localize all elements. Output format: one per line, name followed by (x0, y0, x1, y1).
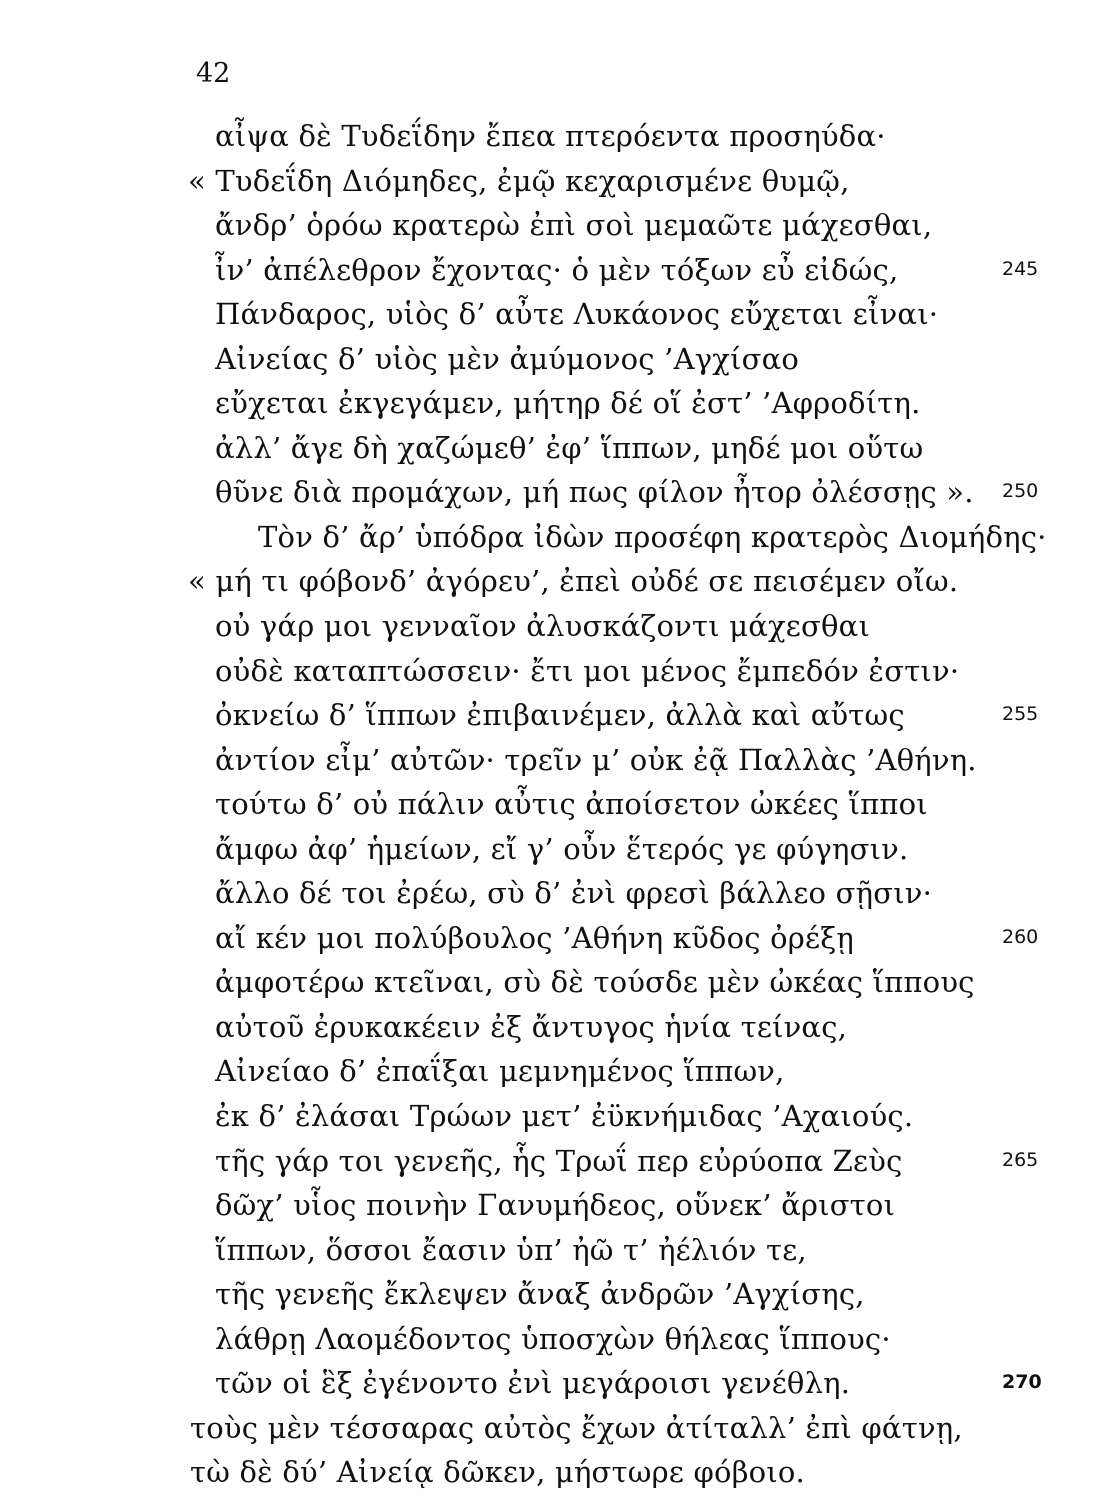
verse-line (0, 738, 1112, 783)
verse-line (0, 337, 1112, 382)
verse-text: ἶν’ ἀπέλεθρον ἔχοντας· ὁ μὲν τόξων εὖ εἰδώς, (215, 252, 899, 287)
verse-text: αἶψα δὲ Τυδεΐδην ἔπεα πτερόεντα προσηύδα· (215, 119, 886, 153)
line-number: 245 (1002, 257, 1039, 280)
verse-text: ἀντίον εἶμ’ αὐτῶν· τρεῖν μ’ οὐκ ἐᾷ Παλλὰς ’Αθήνη. (215, 742, 977, 777)
line-number: 250 (1002, 480, 1039, 503)
verse-line (0, 1450, 1112, 1495)
verse-line (0, 1317, 1112, 1362)
verse-line (0, 1406, 1112, 1451)
page-number: 42 (196, 58, 231, 89)
verse-text: ἀμφοτέρω κτεῖναι, σὺ δὲ τούσδε μὲν ὠκέας ἵππους (215, 965, 975, 1000)
verse-text: Αἰνείαο δ’ ἐπαΐξαι μεμνημένος ἵππων, (215, 1054, 785, 1089)
verse-line (0, 203, 1112, 248)
verse-line (0, 381, 1112, 426)
verse-line (0, 159, 1112, 204)
verse-line (0, 248, 1112, 293)
verse-text: τῆς γενεῆς ἔκλεψεν ἄναξ ἀνδρῶν ’Αγχίσης, (215, 1277, 865, 1312)
verse-line (0, 960, 1112, 1005)
line-number: 270 (1002, 1371, 1042, 1394)
verse-text: Πάνδαρος, υἱὸς δ’ αὖτε Λυκάονος εὔχεται εἶναι· (215, 297, 939, 332)
verse-line (0, 604, 1112, 649)
verse-text: ἐκ δ’ ἐλάσαι Τρώων μετ’ ἐϋκνήμιδας ’Αχαιούς. (215, 1099, 914, 1134)
verse-line (0, 1228, 1112, 1273)
verse-text: « Τυδεΐδη Διόμηδες, ἐμῷ κεχαρισμένε θυμῷ, (188, 163, 850, 198)
verse-text: θῦνε διὰ προμάχων, μή πως φίλον ἦτορ ὀλέσσῃς ». (215, 475, 974, 510)
verse-text: οὐ γάρ μοι γενναῖον ἀλυσκάζοντι μάχεσθαι (215, 609, 871, 644)
verse-text: « μή τι φόβονδ’ ἀγόρευ’, ἐπεὶ οὐδέ σε πεισέμεν οἴω. (188, 564, 959, 599)
verse-text: ἄνδρ’ ὁρόω κρατερὼ ἐπὶ σοὶ μεμαῶτε μάχεσθαι, (215, 208, 933, 243)
verse-line (0, 559, 1112, 604)
verse-text: ἀλλ’ ἄγε δὴ χαζώμεθ’ ἐφ’ ἵππων, μηδέ μοι οὕτω (215, 430, 924, 465)
verse-line (0, 693, 1112, 738)
line-number: 255 (1002, 703, 1039, 726)
verse-line (0, 470, 1112, 515)
verse-line (0, 871, 1112, 916)
verse-line (0, 515, 1112, 560)
verse-text: τούτω δ’ οὐ πάλιν αὖτις ἀποίσετον ὠκέες ἵπποι (215, 787, 928, 822)
verse-line (0, 114, 1112, 159)
verse-line (0, 1361, 1112, 1406)
verse-text: τὼ δὲ δύ’ Αἰνείᾳ δῶκεν, μήστωρε φόβοιο. (190, 1455, 805, 1490)
verse-text: οὐδὲ καταπτώσσειν· ἔτι μοι μένος ἔμπεδόν ἐστιν· (215, 653, 960, 688)
verse-text: αἴ κέν μοι πολύβουλος ’Αθήνη κῦδος ὀρέξῃ (215, 920, 854, 955)
verse-text: εὔχεται ἐκγεγάμεν, μήτηρ δέ οἵ ἐστ’ ’Αφροδίτη. (215, 386, 921, 421)
verse-text: αὐτοῦ ἐρυκακέειν ἐξ ἄντυγος ἡνία τείνας, (215, 1009, 848, 1044)
line-number: 265 (1002, 1148, 1039, 1171)
verse-text: δῶχ’ υἷος ποινὴν Γανυμήδεος, οὕνεκ’ ἄριστοι (215, 1188, 896, 1223)
verse-text: ἄμφω ἀφ’ ἡμείων, εἴ γ’ οὖν ἕτερός γε φύγησιν. (215, 831, 909, 866)
verse-line (0, 426, 1112, 471)
verse-line (0, 1272, 1112, 1317)
line-number: 260 (1002, 925, 1039, 948)
verse-text: τῶν οἱ ἓξ ἐγένοντο ἐνὶ μεγάροισι γενέθλη. (215, 1366, 851, 1401)
verse-text: ὀκνείω δ’ ἵππων ἐπιβαινέμεν, ἀλλὰ καὶ αὔτως (215, 698, 905, 733)
verse-line (0, 1049, 1112, 1094)
verse-text: λάθρῃ Λαομέδοντος ὑποσχὼν θήλεας ἵππους· (215, 1321, 891, 1356)
verse-line (0, 292, 1112, 337)
verse-text: ἄλλο δέ τοι ἐρέω, σὺ δ’ ἐνὶ φρεσὶ βάλλεο σῇσιν· (215, 876, 933, 911)
verse-line (0, 1005, 1112, 1050)
verse-text: Τὸν δ’ ἄρ’ ὑπόδρα ἰδὼν προσέφη κρατερὸς Διομήδης· (258, 519, 1047, 554)
verse-line (0, 649, 1112, 694)
verse-block (0, 114, 1112, 1495)
verse-text: τῆς γάρ τοι γενεῆς, ἧς Τρωΐ περ εὐρύοπα Ζεὺς (215, 1143, 903, 1178)
verse-text: ἵππων, ὅσσοι ἔασιν ὑπ’ ἠῶ τ’ ἠέλιόν τε, (215, 1232, 807, 1267)
verse-text: τοὺς μὲν τέσσαρας αὐτὸς ἔχων ἀτίταλλ’ ἐπὶ φάτνῃ, (190, 1410, 963, 1445)
verse-line (0, 916, 1112, 961)
verse-line (0, 1183, 1112, 1228)
verse-text: Αἰνείας δ’ υἱὸς μὲν ἀμύμονος ’Αγχίσαο (215, 341, 800, 376)
verse-line (0, 782, 1112, 827)
verse-line (0, 827, 1112, 872)
verse-line (0, 1139, 1112, 1184)
verse-line (0, 1094, 1112, 1139)
